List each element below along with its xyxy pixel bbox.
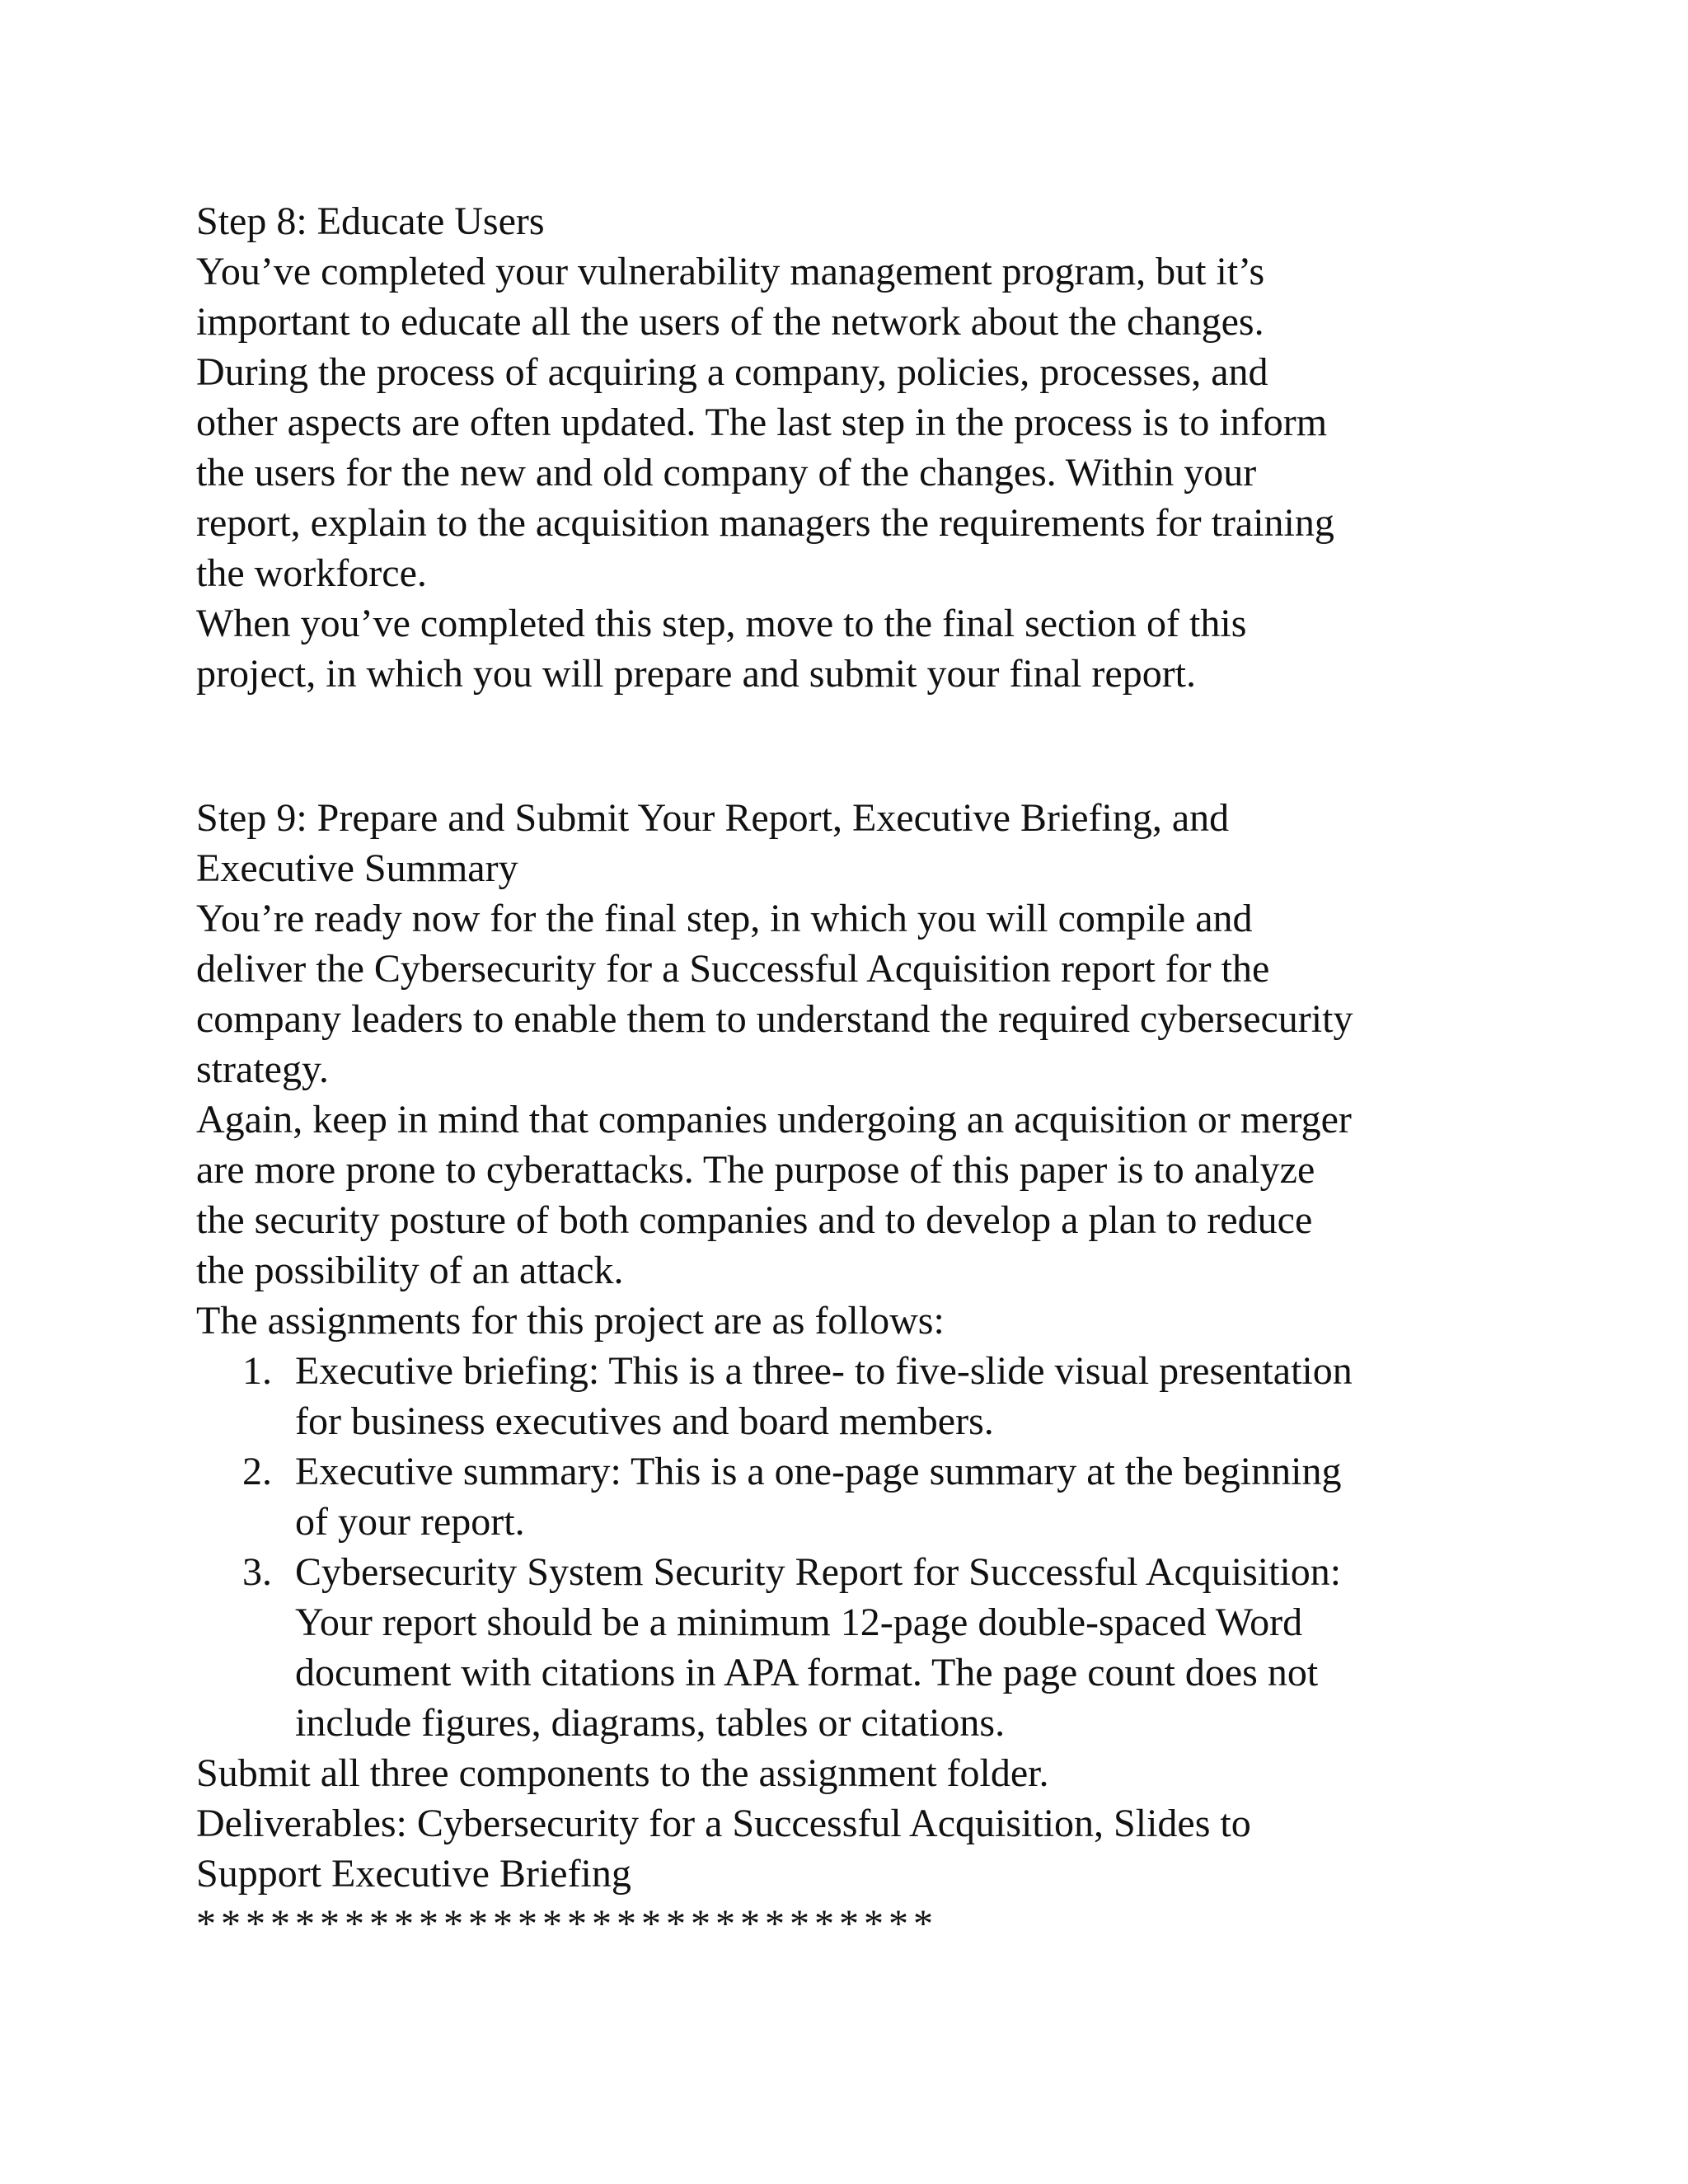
- assignments-intro: The assignments for this project are as follows:: [196, 1299, 945, 1343]
- text-line: report, explain to the acquisition managers the requirements for training: [196, 501, 1334, 545]
- text-line: the workforce.: [196, 551, 427, 595]
- separator-stars: ******************************: [196, 1902, 938, 1946]
- assignments-list: [196, 1346, 1498, 1748]
- text-line: strategy.: [196, 1047, 329, 1091]
- text-line: Executive briefing: This is a three- to five-slide visual presentation: [295, 1349, 1353, 1393]
- text-line: Again, keep in mind that companies undergoing an acquisition or merger: [196, 1098, 1352, 1141]
- submit-instruction: Submit all three components to the assignment folder.: [196, 1751, 1049, 1795]
- text-line: for business executives and board members.: [295, 1399, 994, 1443]
- text-line: You’ve completed your vulnerability management program, but it’s: [196, 250, 1265, 293]
- text-line: of your report.: [295, 1500, 525, 1544]
- text-line: Cybersecurity System Security Report for Successful Acquisition:: [295, 1550, 1342, 1594]
- step9-paragraph-2: [196, 1094, 1498, 1296]
- step9-paragraph-1: [196, 893, 1498, 1094]
- list-number: 1.: [242, 1349, 272, 1393]
- text-line: important to educate all the users of the network about the changes.: [196, 300, 1264, 344]
- text-line: other aspects are often updated. The last step in the process is to inform: [196, 401, 1328, 444]
- text-line: deliver the Cybersecurity for a Successful Acquisition report for the: [196, 947, 1270, 991]
- text-line: During the process of acquiring a company, policies, processes, and: [196, 350, 1268, 394]
- text-line: include figures, diagrams, tables or citations.: [295, 1701, 1006, 1745]
- text-line: the users for the new and old company of the changes. Within your: [196, 451, 1257, 494]
- step8-heading: Step 8: Educate Users: [196, 199, 545, 243]
- text-line: Executive Summary: [196, 846, 518, 890]
- list-item: [196, 1547, 1498, 1748]
- text-line: Support Executive Briefing: [196, 1852, 631, 1896]
- text-line: Your report should be a minimum 12-page double-spaced Word: [295, 1601, 1303, 1644]
- text-line: the security posture of both companies and to develop a plan to reduce: [196, 1198, 1313, 1242]
- list-item: [196, 1446, 1498, 1547]
- step9-heading: [196, 793, 1498, 893]
- list-number: 2.: [242, 1450, 272, 1493]
- step8-paragraph-2: [196, 598, 1498, 699]
- text-line: company leaders to enable them to understand the required cybersecurity: [196, 997, 1353, 1041]
- text-line: Deliverables: Cybersecurity for a Successful Acquisition, Slides to: [196, 1802, 1251, 1845]
- deliverables: [196, 1798, 1498, 1899]
- text-line: You’re ready now for the final step, in which you will compile and: [196, 897, 1253, 940]
- document-page: [196, 196, 1498, 1949]
- step8-paragraph-1: [196, 246, 1498, 598]
- text-line: document with citations in APA format. The page count does not: [295, 1651, 1319, 1694]
- text-line: project, in which you will prepare and submit your final report.: [196, 652, 1197, 696]
- list-item: [196, 1346, 1498, 1446]
- text-line: are more prone to cyberattacks. The purpose of this paper is to analyze: [196, 1148, 1315, 1192]
- text-line: Step 9: Prepare and Submit Your Report, Executive Briefing, and: [196, 796, 1230, 840]
- text-line: When you’ve completed this step, move to the final section of this: [196, 602, 1247, 645]
- text-line: the possibility of an attack.: [196, 1249, 624, 1292]
- section-gap: [196, 699, 1498, 793]
- list-number: 3.: [242, 1550, 272, 1594]
- text-line: Executive summary: This is a one-page summary at the beginning: [295, 1450, 1342, 1493]
